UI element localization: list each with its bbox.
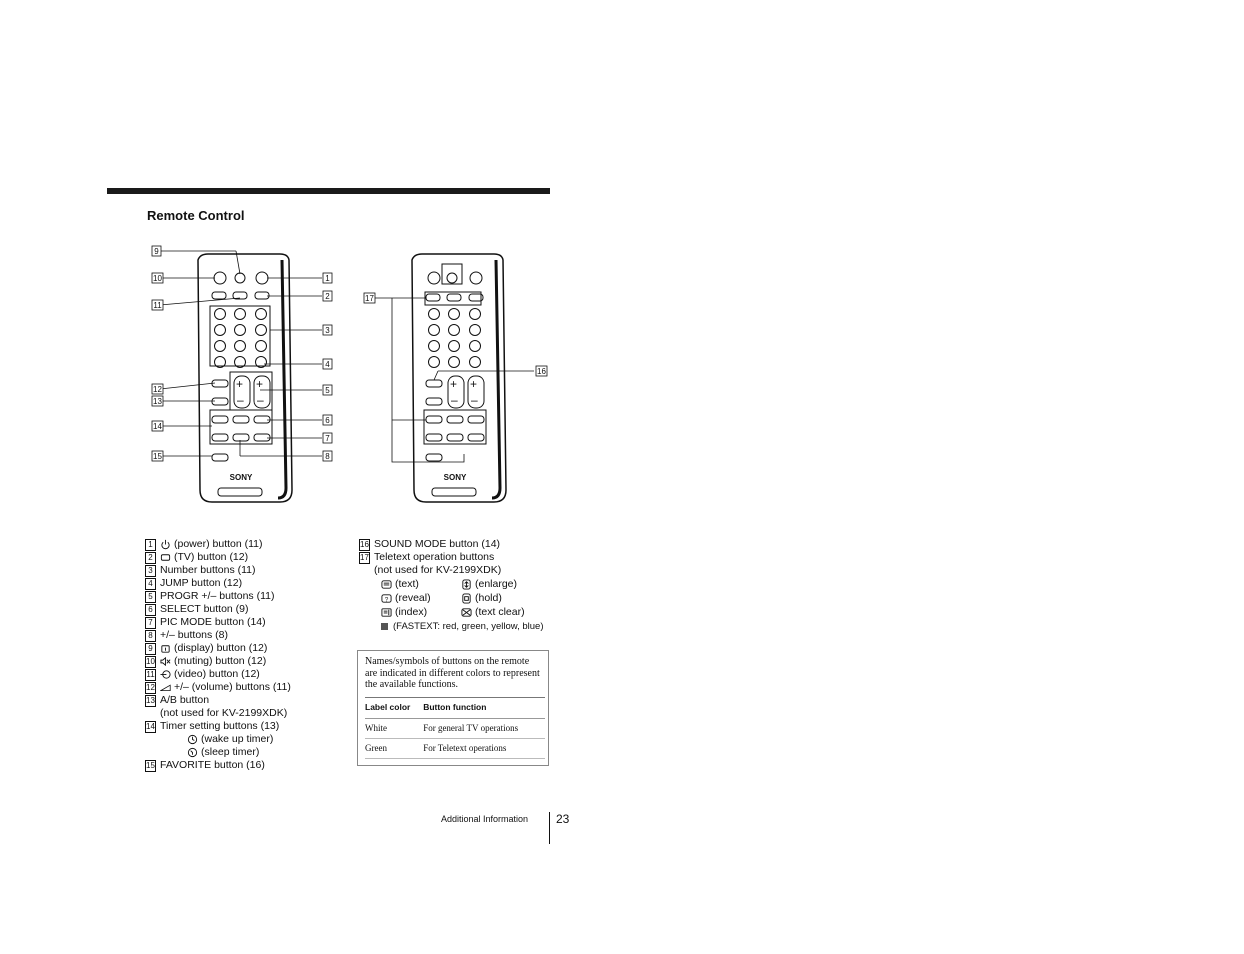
callout-12 bbox=[152, 384, 163, 394]
callout-14 bbox=[152, 421, 163, 431]
svg-text:9: 9 bbox=[154, 247, 159, 256]
svg-text:6: 6 bbox=[325, 416, 330, 425]
svg-text:+: + bbox=[450, 377, 458, 391]
svg-text:7: 7 bbox=[325, 434, 330, 443]
svg-text:4: 4 bbox=[325, 360, 330, 369]
table-row: White For general TV operations bbox=[365, 718, 545, 738]
reveal-icon bbox=[381, 593, 392, 604]
svg-text:11: 11 bbox=[153, 301, 162, 310]
svg-text:?: ? bbox=[384, 595, 389, 603]
text-icon bbox=[381, 579, 392, 590]
svg-text:16: 16 bbox=[537, 367, 546, 376]
svg-text:+: + bbox=[256, 377, 264, 391]
svg-text:5: 5 bbox=[325, 386, 330, 395]
label-color-table bbox=[365, 697, 545, 759]
list-item: 8 +/– buttons (8) bbox=[145, 629, 291, 642]
list-item: 6 SELECT button (9) bbox=[145, 603, 291, 616]
volume-icon bbox=[160, 682, 171, 693]
note-text: Names/symbols of buttons on the remote are indicated in different colors to represent the available functions. bbox=[365, 656, 540, 690]
list-item: 3 Number buttons (11) bbox=[145, 564, 291, 577]
svg-text:10: 10 bbox=[153, 274, 162, 283]
video-input-icon bbox=[160, 669, 171, 680]
sleep-timer-icon bbox=[187, 747, 198, 758]
list-item: 17 Teletext operation buttons bbox=[360, 551, 495, 563]
page-number: 23 bbox=[556, 812, 570, 826]
callout-7 bbox=[323, 433, 332, 443]
list-item: 13 A/B button bbox=[146, 694, 210, 706]
svg-text:2: 2 bbox=[325, 292, 330, 301]
callout-11 bbox=[152, 300, 163, 310]
hold-icon bbox=[461, 593, 472, 604]
svg-text:8: 8 bbox=[325, 452, 330, 461]
footer-section: Additional Information bbox=[441, 814, 529, 824]
label-color-note bbox=[357, 650, 549, 766]
callout-15 bbox=[152, 451, 163, 461]
list-item: 10 (muting) button (12) bbox=[146, 655, 267, 667]
list-item-sub: (wake up timer) bbox=[145, 733, 291, 746]
list-item: 14 Timer setting buttons (13) bbox=[146, 720, 280, 732]
callout-17 bbox=[364, 293, 375, 303]
fastext-square-icon bbox=[381, 623, 388, 630]
svg-text:17: 17 bbox=[365, 294, 374, 303]
list-item-note: (not used for KV-2199XDK) bbox=[374, 564, 502, 576]
svg-text:14: 14 bbox=[153, 422, 162, 431]
list-item-sub: (sleep timer) bbox=[145, 746, 291, 759]
svg-text:12: 12 bbox=[153, 385, 162, 394]
section-rule bbox=[107, 188, 550, 194]
list-item: 7 PIC MODE button (14) bbox=[145, 616, 291, 629]
table-header: Label color bbox=[365, 697, 423, 718]
page-title: Remote Control bbox=[147, 208, 245, 223]
list-item: 5 PROGR +/– buttons (11) bbox=[145, 590, 291, 603]
enlarge-icon bbox=[461, 579, 472, 590]
brand-logo-right: SONY bbox=[443, 473, 467, 482]
svg-text:15: 15 bbox=[153, 452, 162, 461]
svg-text:1: 1 bbox=[325, 274, 330, 283]
callout-4 bbox=[323, 359, 332, 369]
callout-5 bbox=[323, 385, 332, 395]
callout-3 bbox=[323, 325, 332, 335]
display-icon bbox=[160, 643, 171, 654]
callout-1 bbox=[323, 273, 332, 283]
list-item: 12 +/– (volume) buttons (11) bbox=[146, 681, 291, 693]
list-item: 16 SOUND MODE button (14) bbox=[360, 538, 501, 550]
callout-10 bbox=[152, 273, 163, 283]
teletext-row: (index) (text clear) bbox=[359, 605, 543, 619]
svg-text:13: 13 bbox=[153, 397, 162, 406]
callout-9 bbox=[152, 246, 161, 256]
list-item: 15 FAVORITE button (16) bbox=[146, 759, 265, 771]
teletext-row: (text) (enlarge) bbox=[359, 577, 543, 591]
list-item: 1 (power) button (11) bbox=[145, 538, 291, 551]
button-list-left bbox=[145, 538, 291, 772]
remote-right bbox=[412, 254, 506, 502]
table-header: Button function bbox=[423, 697, 545, 718]
callout-6 bbox=[323, 415, 332, 425]
remote-left bbox=[198, 254, 292, 502]
index-icon bbox=[381, 607, 392, 618]
callout-8 bbox=[323, 451, 332, 461]
svg-text:–: – bbox=[257, 393, 264, 407]
callout-13 bbox=[152, 396, 163, 406]
muting-icon bbox=[160, 656, 171, 667]
tv-icon bbox=[160, 552, 171, 563]
svg-text:+: + bbox=[236, 377, 244, 391]
list-item-note: (not used for KV-2199XDK) bbox=[160, 707, 288, 719]
svg-text:+: + bbox=[470, 377, 478, 391]
button-list-right bbox=[359, 538, 543, 633]
callout-2 bbox=[323, 291, 332, 301]
svg-text:–: – bbox=[471, 393, 478, 407]
fastext-note: (FASTEXT: red, green, yellow, blue) bbox=[359, 619, 543, 633]
remote-diagram bbox=[140, 240, 560, 520]
svg-text:–: – bbox=[451, 393, 458, 407]
callout-16 bbox=[536, 366, 547, 376]
brand-logo-left: SONY bbox=[229, 473, 253, 482]
list-item: 9 (display) button (12) bbox=[145, 642, 291, 655]
table-row: Green For Teletext operations bbox=[365, 738, 545, 758]
list-item: 2 (TV) button (12) bbox=[145, 551, 291, 564]
footer-divider bbox=[549, 812, 550, 844]
svg-text:–: – bbox=[237, 393, 244, 407]
power-icon bbox=[160, 539, 171, 550]
list-item: 11 (video) button (12) bbox=[146, 668, 260, 680]
teletext-row: ? (reveal) (hold) bbox=[359, 591, 543, 605]
list-item: 4 JUMP button (12) bbox=[145, 577, 291, 590]
wake-timer-icon bbox=[187, 734, 198, 745]
svg-text:3: 3 bbox=[325, 326, 330, 335]
text-clear-icon bbox=[461, 607, 472, 618]
